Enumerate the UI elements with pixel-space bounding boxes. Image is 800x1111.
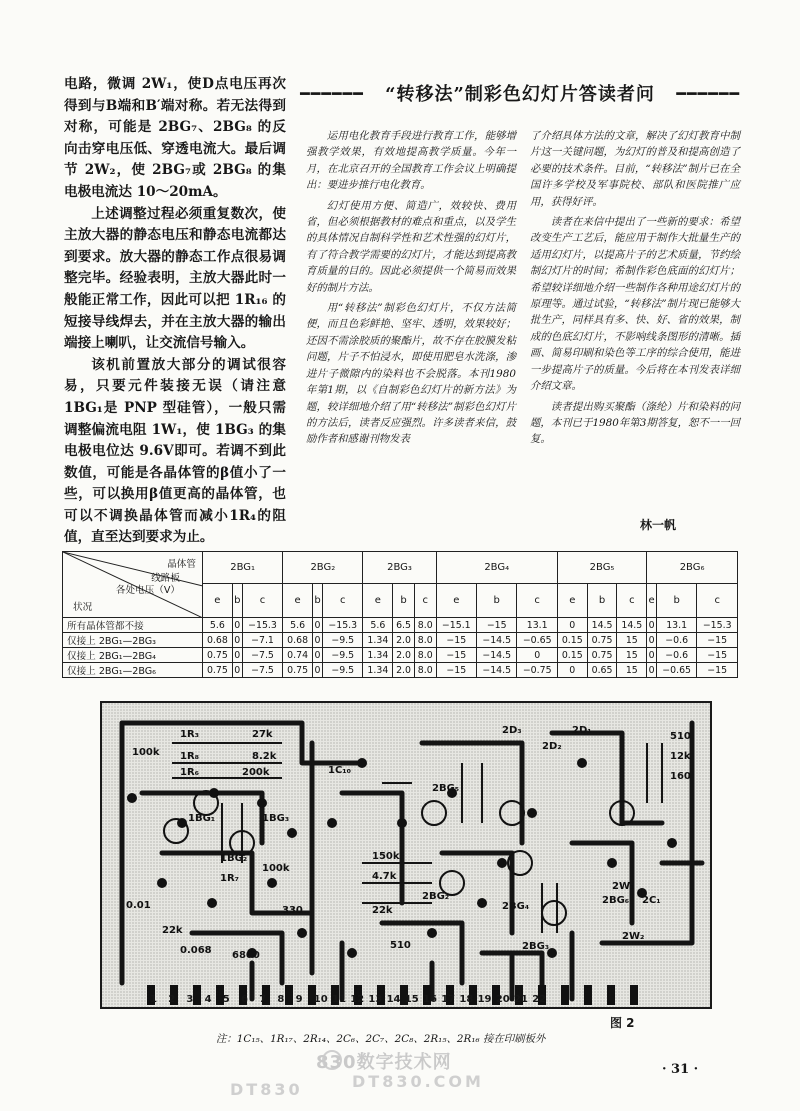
electrode-header: b [232,584,242,618]
transistor-header: 2BG₂ [283,552,363,584]
component-label: 2BG₅ [432,783,460,794]
electrode-header: b [393,584,415,618]
table-cell: 0 [232,618,242,633]
component-label: 22k [162,925,183,936]
table-cell: −15 [697,648,738,663]
figure-note: 注：1C₁₅、1R₁₇、2R₁₄、2C₆、2C₇、2C₈、2R₁₅、2R₁₆ 接在印刷板外 [216,1033,546,1045]
table-cell: 14.5 [617,618,647,633]
table-cell: 5.6 [363,618,393,633]
table-cell: 0.65 [587,663,617,678]
table-cell: −9.5 [323,633,363,648]
table-cell: −14.5 [477,663,517,678]
article-paragraph: 用“转移法”制彩色幻灯片，不仅方法简便，而且色彩鲜艳、坚牢、透明，效果较好；还因不需涂胶质的聚酯片，故不存在胶膜发粘问题，片子不怕浸水，即使用肥皂水洗涤，渗进片子微隙内的染料也不会脱落。本刊1980年第1期，以《自制彩色幻灯片的新方法》为题，较详细地介绍了用“转移法”制彩色幻灯片的方法后，读者反应强烈。许多读者来信，鼓励作者和感谢刊物发表 [306,302,516,446]
table-cell: 15 [617,648,647,663]
table-cell: −15.3 [242,618,282,633]
table-cell: 8.0 [414,618,436,633]
table-cell: 0 [232,648,242,663]
component-label: 1BG₁ [188,813,216,824]
component-label: 150k [372,851,400,862]
table-cell: 0.75 [283,663,313,678]
left-paragraph-2: 上述调整过程必须重复数次，使主放大器的静态电压和静态电流都达到要求。放大器的静态工作点很易调整完毕。经验表明，主放大器此时一般能正常工作，因此可以把 1R₁₆ 的短接导线焊去，并在主放大器的输出端接上喇叭，让交流信号输入。 [64,205,286,352]
component-label: 12k [670,751,691,762]
watermark-site: 830数字技术网 [316,1052,452,1073]
electrode-header: e [363,584,393,618]
table-cell: 2.0 [393,633,415,648]
table-cell: 8.0 [414,633,436,648]
table-cell: 0 [648,634,655,646]
component-label: 2BG₄ [502,901,530,912]
table-cell: 1.34 [363,663,393,678]
electrode-header: c [242,584,282,618]
component-label: 510 [670,731,691,742]
table-corner-cell [63,552,203,618]
transistor-header: 2BG₁ [203,552,283,584]
component-label: 510 [390,940,411,951]
table-cell: 8.0 [414,663,436,678]
pin-number: 15 [404,994,419,1005]
component-label: 0.01 [126,900,151,911]
component-label: 2D₁ [572,725,592,736]
pin-number: 2 [168,994,176,1005]
electrode-header: e [283,584,313,618]
table-cell: 0 [313,648,323,663]
pin-number: 16 [423,994,437,1005]
figure-label: 图 2 [610,1016,635,1030]
pin-number: 9 [295,994,303,1005]
component-label: 1C₁₀ [328,765,352,776]
watermark-url: DT830.COM [352,1072,484,1091]
table-cell: 15 [617,633,647,648]
pin-number: 8 [277,994,285,1005]
pcb-figure [100,701,712,1009]
table-cell: 0.68 [203,633,233,648]
component-label: 27k [252,729,273,740]
row-label: 仅接上 2BG₁—2BG₄ [63,648,203,663]
pin-number: 22 [532,994,547,1005]
electrode-header: e [436,584,476,618]
pin-number: 11 [332,994,346,1005]
table-cell: 0 [232,633,242,648]
table-cell: −7.1 [242,633,282,648]
component-label: 2D₃ [502,725,522,736]
electrode-header: e [557,584,587,618]
article-column-1 [306,128,516,452]
pin-number: 5 [222,994,230,1005]
table-cell: −15.3 [323,618,363,633]
component-label: 100k [262,863,290,874]
component-label: 200k [242,767,270,778]
pcb-drawing [102,703,710,1007]
component-label: 2BG₂ [422,891,450,902]
transistor-header: 2BG₅ [557,552,646,584]
electrode-header: b [656,584,696,618]
article-paragraph: 幻灯使用方便、简造广，效较快、费用省，但必须根据教材的难点和重点，以及学生的具体情况自制科学性和艺术性强的幻灯片，有了符合教学需要的幻灯片，才能达到提高教育质量的目的。因此必须提供一个简易而效果好的制片方法。 [306,199,516,294]
table-cell: 0.15 [557,633,587,648]
component-label: 1R₇ [220,873,240,884]
row-label: 所有晶体管都不接 [63,618,203,633]
electrode-header: b [313,584,323,618]
table-cell: 0 [313,633,323,648]
component-label: 1BG₃ [262,813,290,824]
table-cell: 8.0 [414,648,436,663]
table-cell: 0.75 [203,663,233,678]
page-number: · 31 · [662,1062,699,1077]
table-cell: 1.34 [363,633,393,648]
corner-label-transistor: 晶体管 [167,559,196,570]
table-cell: −0.75 [517,663,557,678]
article-paragraph: 了介绍具体方法的文章，解决了幻灯教育中制片这一关键问题，为幻灯的普及和提高创造了必要的技术条件。目前，“转移法”制片已在全国许多学校及军事院校、部队和医院推广应用，获得好评。 [530,130,740,208]
table-cell: 0 [648,649,655,661]
table-cell: −9.5 [323,648,363,663]
table-cell: 5.6 [203,618,233,633]
component-label: 1R₆ [180,767,200,778]
table-cell: 0 [517,648,557,663]
table-cell: 0.75 [587,633,617,648]
table-cell: −7.5 [242,648,282,663]
component-label: 1R₈ [180,751,200,762]
component-label: 2C₁ [642,895,661,906]
table-row [63,648,738,663]
corner-label-status: 状况 [73,602,93,613]
electrode-header: e [203,584,233,618]
pin-number: 19 [477,994,492,1005]
pin-number: 14 [386,994,401,1005]
component-label: 2W₁ [612,881,635,892]
transistor-header: 2BG₃ [363,552,436,584]
electrode-header: b [477,584,517,618]
table-cell: 2.0 [393,648,415,663]
table-cell: −15 [436,663,476,678]
electrode-header: c [323,584,363,618]
component-label: 2D₂ [542,741,562,752]
table-cell: −14.5 [477,633,517,648]
component-label: 22k [372,905,393,916]
table-cell: 0.15 [557,648,587,663]
table-cell: 0 [648,664,655,676]
table-cell: −15 [697,663,738,678]
article-title: “转移法”制彩色幻灯片答读者问 [385,84,655,105]
component-label: 2W₂ [622,931,645,942]
article-header [300,78,740,108]
electrode-header: e [647,584,657,618]
left-paragraph-3: 该机前置放大部分的调试很容易，只要元件装接无误（请注意1BG₁是 PNP 型硅管），一般只需调整偏流电阻 1W₁，使 1BG₃ 的集电极电位达 9.6V即可。若调不到此数值，可能是各晶体管的β值小了一些，可以换用β值更高的晶体管，也可以不调换晶体管而减小1R₄的阻值，直至达到要求为止。 [64,356,286,546]
left-paragraph-1: 电路，微调 2W₁，使D点电压再次得到与B端和B′端对称。若无法得到对称，可能是 2BG₇、2BG₈ 的反向击穿电压低、穿透电流大。最后调节 2W₂，使 2BG₇或 2BG₈ 的集电极电流达 10～20mA。 [64,76,286,200]
component-label: 330 [282,905,303,916]
component-label: 8.2k [252,751,277,762]
pin-number: 3 [186,994,194,1005]
watermark-brand: DT830 [230,1080,303,1099]
pin-number: 6 [241,994,248,1005]
pin-number: 21 [514,994,528,1005]
voltage-table-body [63,618,738,678]
table-cell: 0 [648,619,655,631]
article-author: 林一帆 [640,518,677,532]
table-cell: 0.75 [587,648,617,663]
corner-label-voltage: 各处电压（V） [115,585,180,596]
row-label: 仅接上 2BG₁—2BG₃ [63,633,203,648]
article-paragraph: 运用电化教育手段进行教育工作，能够增强教学效果，有效地提高教学质量。今年一月，在北京召开的全国教育工作会议上明确提出：要进步推行电化教育。 [306,130,516,192]
table-cell: −15.3 [697,618,738,633]
table-cell: 0 [557,618,587,633]
corner-label-board: 线路板 [151,573,180,584]
component-label: 0.068 [180,945,212,956]
electrode-header: c [697,584,738,618]
table-cell: 0 [313,618,323,633]
article-column-2 [530,128,740,452]
table-cell: 5.6 [283,618,313,633]
table-cell: 14.5 [587,618,617,633]
article-paragraph: 读者在来信中提出了一些新的要求：希望改变生产工艺后，能应用于制作大批量生产的适用幻灯片，以提高片子的艺术质量，节约绘制幻灯片的时间；希制作彩色底面的幻灯片；希望较详细地介绍一些制作各种用途幻灯片的原理等。通过试验，“转移法”制片现已能够大批生产，同样具有多、快、好、省的效果，制成的色底幻灯片，不影响线条图形的清晰。插画、简易印刷和染色等工序的综合使用，能进一步提高片子的质量。今后将在本刊发表详细介绍文章。 [530,216,740,393]
table-row [63,633,738,648]
component-label: 2BG₃ [522,941,550,952]
component-label: 160 [670,771,691,782]
pin-number: 17 [441,994,456,1005]
component-label: 6800 [232,950,260,961]
pin-number: 1 [150,994,157,1005]
table-cell: 0.74 [283,648,313,663]
pin-number: 12 [350,994,365,1005]
transistor-header: 2BG₆ [647,552,738,584]
header-rule-right: ━━━━━━ [676,83,740,103]
table-cell: 13.1 [517,618,557,633]
component-label: 4.7k [372,871,397,882]
connector-pin-numbers [150,994,550,1008]
table-cell: −0.65 [517,633,557,648]
table-cell: −0.6 [656,648,696,663]
component-label: 1BG₂ [220,853,248,864]
component-label: 100k [132,747,160,758]
pin-number: 13 [368,994,383,1005]
table-cell: 0.68 [283,633,313,648]
table-cell: −9.5 [323,663,363,678]
table-cell: −15.1 [436,618,476,633]
table-cell: 6.5 [393,618,415,633]
voltage-table [62,551,738,678]
table-cell: −14.5 [477,648,517,663]
left-column [64,74,286,549]
electrode-header: c [617,584,647,618]
electrode-header: b [587,584,617,618]
pin-number: 18 [459,994,474,1005]
table-cell: 0 [557,663,587,678]
component-label: 1R₃ [180,729,200,740]
header-rule-left: ━━━━━━ [300,83,364,103]
pin-number: 7 [259,994,267,1005]
voltage-table-wrap [62,551,738,678]
table-cell: 1.34 [363,648,393,663]
pin-number: 4 [204,994,212,1005]
table-row [63,663,738,678]
table-cell: −0.65 [656,663,696,678]
table-cell: 0 [232,663,242,678]
electrode-header: c [414,584,436,618]
component-label: 2BG₆ [602,895,630,906]
table-cell: 0 [313,663,323,678]
article-paragraph: 读者提出购买聚酯（涤纶）片和染料的问题，本刊已于1980年第3期答复，恕不一一回复。 [530,400,740,446]
table-cell: −15 [697,633,738,648]
pin-number: 20 [495,994,510,1005]
electrode-header: c [517,584,557,618]
row-label: 仅接上 2BG₁—2BG₆ [63,663,203,678]
table-row [63,618,738,633]
table-cell: 2.0 [393,663,415,678]
table-cell: −15 [436,633,476,648]
table-cell: −0.6 [656,633,696,648]
table-cell: 13.1 [656,618,696,633]
table-cell: −15 [436,648,476,663]
table-cell: −7.5 [242,663,282,678]
table-cell: 0.75 [203,648,233,663]
pin-number: 10 [313,994,328,1005]
transistor-header: 2BG₄ [436,552,557,584]
table-cell: −15 [477,618,517,633]
table-cell: 15 [617,663,647,678]
